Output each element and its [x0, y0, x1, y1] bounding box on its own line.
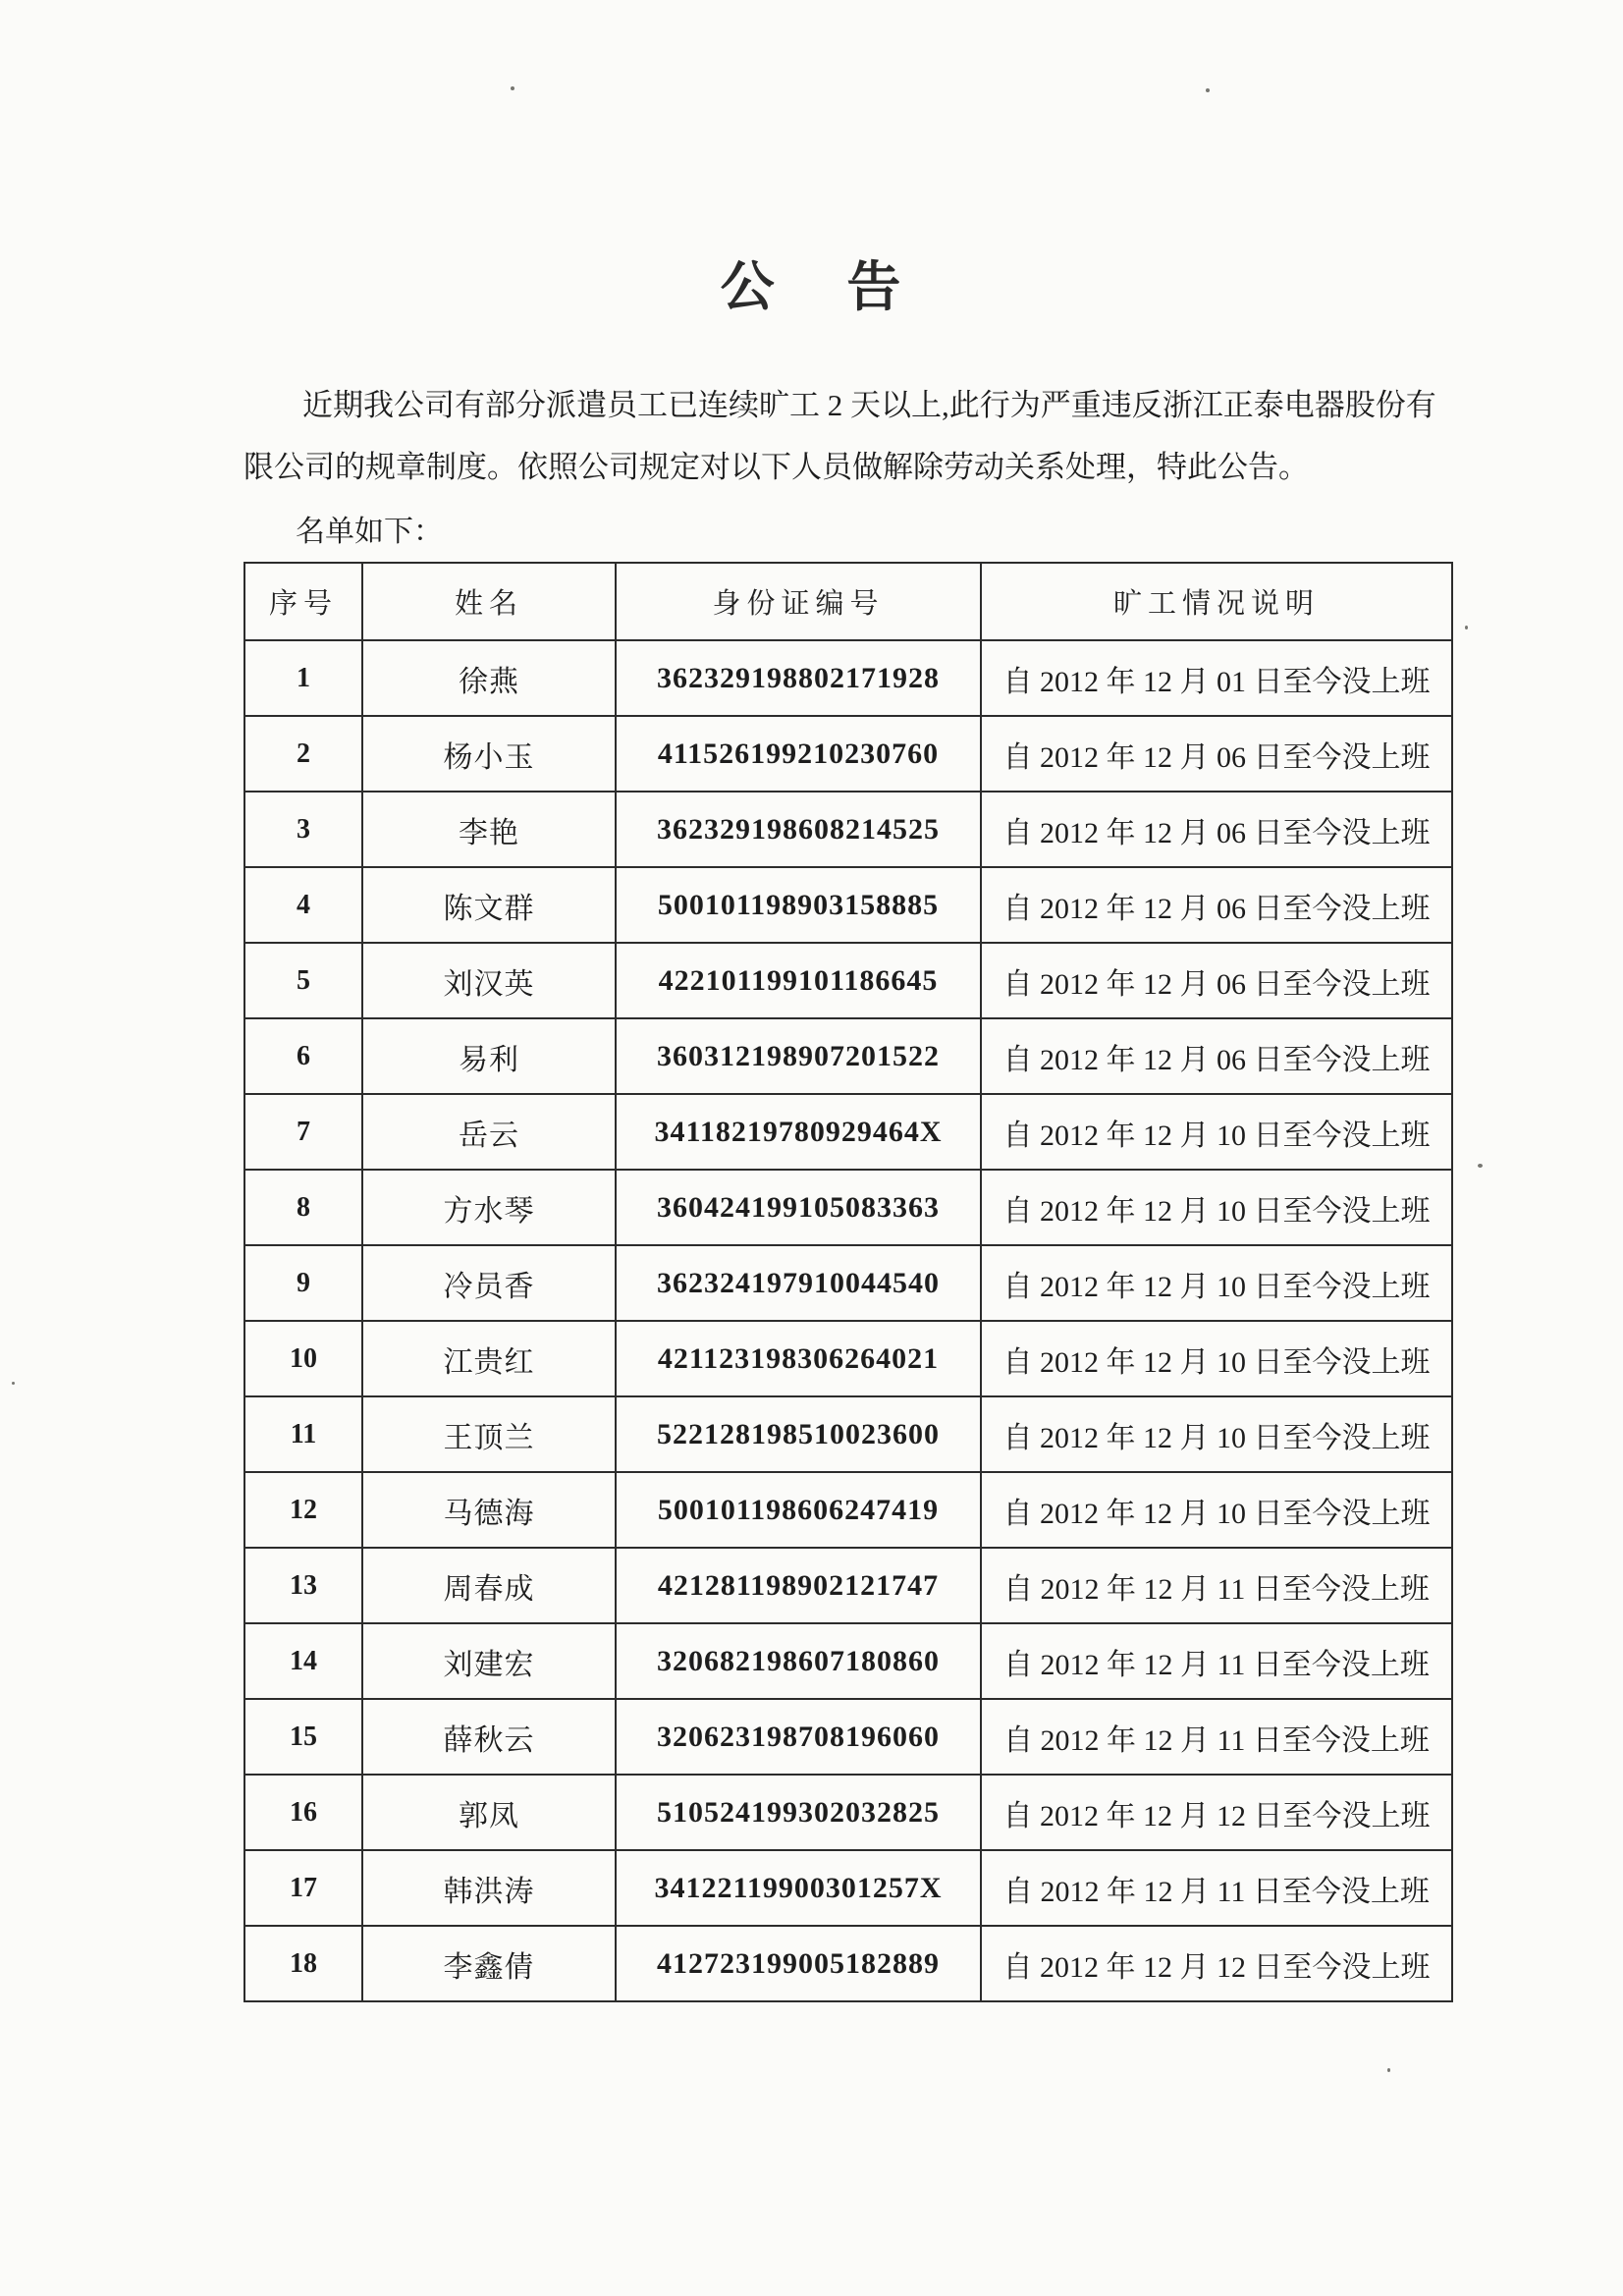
paragraph-line-2: 限公司的规章制度。依照公司规定对以下人员做解除劳动关系处理，特此公告。 — [243, 450, 1309, 484]
table-row — [244, 1170, 1452, 1245]
cell-name: 韩洪涛 — [362, 1850, 616, 1926]
cell-name: 王顶兰 — [362, 1396, 616, 1472]
scan-speck — [1465, 626, 1468, 629]
cell-id-number: 500101198606247419 — [616, 1472, 981, 1548]
cell-name: 李鑫倩 — [362, 1926, 616, 2001]
table-row — [244, 943, 1452, 1018]
cell-id-number: 421123198306264021 — [616, 1321, 981, 1396]
table-row — [244, 1396, 1452, 1472]
cell-absence-note: 自 2012 年 12 月 10 日至今没上班 — [981, 1094, 1452, 1170]
cell-name: 周春成 — [362, 1548, 616, 1623]
cell-name: 冷员香 — [362, 1245, 616, 1321]
cell-index: 16 — [244, 1775, 362, 1850]
cell-id-number: 360424199105083363 — [616, 1170, 981, 1245]
cell-absence-note: 自 2012 年 12 月 10 日至今没上班 — [981, 1170, 1452, 1245]
scan-speck — [1478, 1164, 1483, 1168]
cell-name: 李艳 — [362, 792, 616, 867]
table-row — [244, 640, 1452, 716]
cell-absence-note: 自 2012 年 12 月 06 日至今没上班 — [981, 792, 1452, 867]
cell-id-number: 34122119900301257X — [616, 1850, 981, 1926]
cell-index: 13 — [244, 1548, 362, 1623]
cell-index: 4 — [244, 867, 362, 943]
cell-absence-note: 自 2012 年 12 月 06 日至今没上班 — [981, 867, 1452, 943]
cell-index: 8 — [244, 1170, 362, 1245]
scan-speck — [1206, 88, 1210, 92]
table-row — [244, 867, 1452, 943]
cell-index: 15 — [244, 1699, 362, 1775]
table-body — [244, 640, 1452, 2001]
cell-index: 1 — [244, 640, 362, 716]
cell-id-number: 360312198907201522 — [616, 1018, 981, 1094]
table-row — [244, 1699, 1452, 1775]
cell-name: 江贵红 — [362, 1321, 616, 1396]
cell-name: 郭凤 — [362, 1775, 616, 1850]
cell-index: 11 — [244, 1396, 362, 1472]
cell-id-number: 362329198608214525 — [616, 792, 981, 867]
cell-name: 易利 — [362, 1018, 616, 1094]
cell-index: 17 — [244, 1850, 362, 1926]
cell-absence-note: 自 2012 年 12 月 12 日至今没上班 — [981, 1926, 1452, 2001]
cell-absence-note: 自 2012 年 12 月 11 日至今没上班 — [981, 1699, 1452, 1775]
announcement-paragraph — [243, 374, 1436, 498]
cell-index: 2 — [244, 716, 362, 792]
cell-id-number: 320623198708196060 — [616, 1699, 981, 1775]
cell-absence-note: 自 2012 年 12 月 12 日至今没上班 — [981, 1775, 1452, 1850]
cell-index: 14 — [244, 1623, 362, 1699]
cell-absence-note: 自 2012 年 12 月 10 日至今没上班 — [981, 1396, 1452, 1472]
table-row — [244, 1548, 1452, 1623]
cell-absence-note: 自 2012 年 12 月 10 日至今没上班 — [981, 1321, 1452, 1396]
table-row — [244, 716, 1452, 792]
cell-absence-note: 自 2012 年 12 月 06 日至今没上班 — [981, 1018, 1452, 1094]
cell-name: 岳云 — [362, 1094, 616, 1170]
cell-id-number: 411526199210230760 — [616, 716, 981, 792]
header-cell-absence-note: 旷工情况说明 — [981, 563, 1452, 640]
cell-absence-note: 自 2012 年 12 月 10 日至今没上班 — [981, 1472, 1452, 1548]
table-row — [244, 1775, 1452, 1850]
cell-absence-note: 自 2012 年 12 月 11 日至今没上班 — [981, 1850, 1452, 1926]
cell-absence-note: 自 2012 年 12 月 06 日至今没上班 — [981, 716, 1452, 792]
cell-name: 刘建宏 — [362, 1623, 616, 1699]
header-cell-id-number: 身份证编号 — [616, 563, 981, 640]
cell-id-number: 362329198802171928 — [616, 640, 981, 716]
table-row — [244, 1472, 1452, 1548]
paragraph-line-1: 近期我公司有部分派遣员工已连续旷工 2 天以上,此行为严重违反浙江正泰电器股份有 — [302, 388, 1436, 422]
cell-id-number: 510524199302032825 — [616, 1775, 981, 1850]
cell-name: 徐燕 — [362, 640, 616, 716]
cell-index: 18 — [244, 1926, 362, 2001]
header-cell-index: 序号 — [244, 563, 362, 640]
cell-index: 3 — [244, 792, 362, 867]
cell-index: 9 — [244, 1245, 362, 1321]
cell-name: 刘汉英 — [362, 943, 616, 1018]
page-title: 公 告 — [720, 257, 903, 317]
cell-name: 杨小玉 — [362, 716, 616, 792]
cell-id-number: 320682198607180860 — [616, 1623, 981, 1699]
cell-id-number: 34118219780929464X — [616, 1094, 981, 1170]
cell-index: 6 — [244, 1018, 362, 1094]
cell-index: 5 — [244, 943, 362, 1018]
cell-index: 12 — [244, 1472, 362, 1548]
scan-speck — [12, 1382, 15, 1385]
cell-absence-note: 自 2012 年 12 月 10 日至今没上班 — [981, 1245, 1452, 1321]
dismissal-roster-table — [243, 562, 1453, 2002]
table-row — [244, 1245, 1452, 1321]
cell-id-number: 362324197910044540 — [616, 1245, 981, 1321]
header-cell-name: 姓名 — [362, 563, 616, 640]
scan-speck — [1387, 2068, 1390, 2072]
table-row — [244, 1850, 1452, 1926]
table-row — [244, 1926, 1452, 2001]
cell-absence-note: 自 2012 年 12 月 11 日至今没上班 — [981, 1623, 1452, 1699]
table-row — [244, 1094, 1452, 1170]
list-intro-label: 名单如下： — [296, 516, 443, 548]
cell-index: 7 — [244, 1094, 362, 1170]
cell-id-number: 412723199005182889 — [616, 1926, 981, 2001]
cell-id-number: 421281198902121747 — [616, 1548, 981, 1623]
cell-id-number: 522128198510023600 — [616, 1396, 981, 1472]
table-row — [244, 1321, 1452, 1396]
table-row — [244, 792, 1452, 867]
cell-name: 陈文群 — [362, 867, 616, 943]
cell-absence-note: 自 2012 年 12 月 01 日至今没上班 — [981, 640, 1452, 716]
table-header-row — [244, 563, 1452, 640]
cell-name: 薛秋云 — [362, 1699, 616, 1775]
scan-speck — [511, 86, 514, 90]
cell-absence-note: 自 2012 年 12 月 06 日至今没上班 — [981, 943, 1452, 1018]
cell-absence-note: 自 2012 年 12 月 11 日至今没上班 — [981, 1548, 1452, 1623]
cell-id-number: 500101198903158885 — [616, 867, 981, 943]
cell-id-number: 422101199101186645 — [616, 943, 981, 1018]
cell-name: 方水琴 — [362, 1170, 616, 1245]
cell-name: 马德海 — [362, 1472, 616, 1548]
cell-index: 10 — [244, 1321, 362, 1396]
table-row — [244, 1623, 1452, 1699]
table-row — [244, 1018, 1452, 1094]
